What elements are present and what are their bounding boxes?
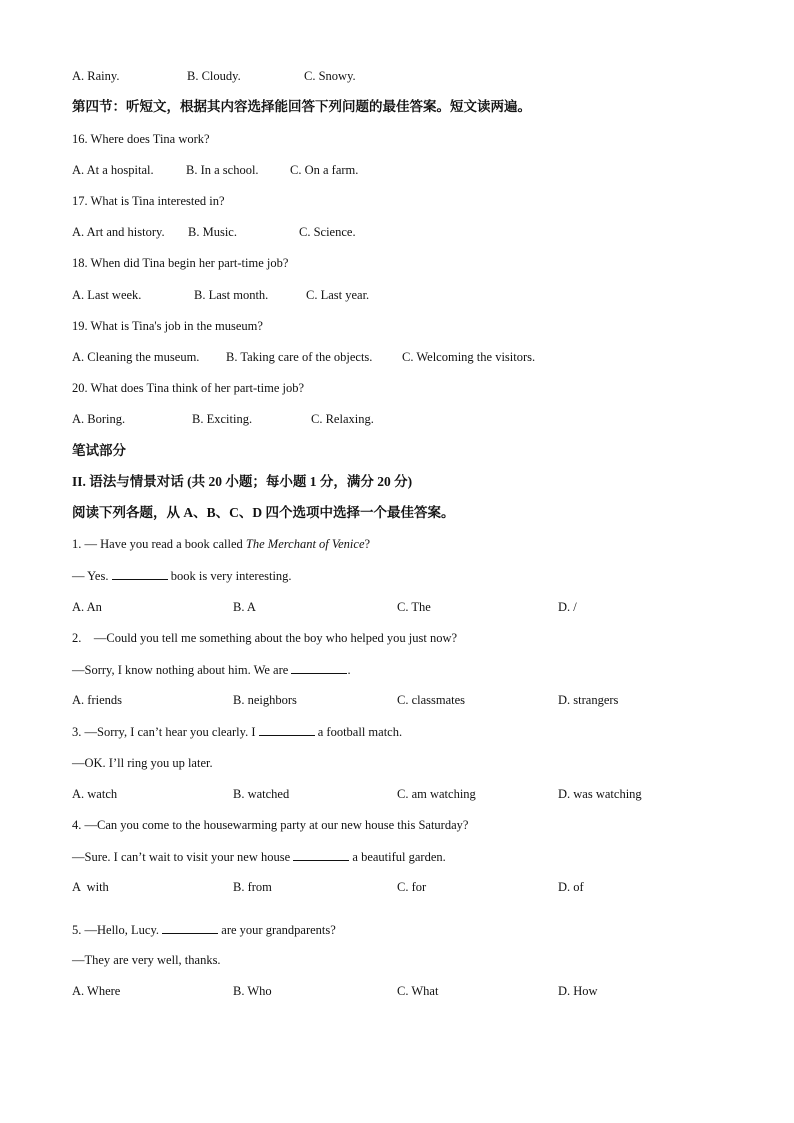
response-text: —Sorry, I know nothing about him. We are xyxy=(72,663,292,677)
option-b: B. Exciting. xyxy=(192,412,253,426)
response-text: a beautiful garden. xyxy=(349,850,446,864)
answer-blank xyxy=(291,661,347,674)
option-c: C. Welcoming the visitors. xyxy=(402,350,536,364)
stem-text: 5. —Hello, Lucy. xyxy=(72,923,163,937)
option-b: B. In a school. xyxy=(186,163,259,177)
response-text: — Yes. xyxy=(72,569,112,583)
option-b: B. watched xyxy=(233,787,290,801)
question-stem: 16. Where does Tina work? xyxy=(72,132,210,146)
option-a: A with xyxy=(72,880,109,894)
response-text: . xyxy=(347,663,351,677)
question-response: —OK. I’ll ring you up later. xyxy=(72,756,213,770)
option-b: B. Taking care of the objects. xyxy=(226,350,373,364)
option-a: A. Boring. xyxy=(72,412,126,426)
option-a: A. Art and history. xyxy=(72,225,165,239)
section-instruction: 阅读下列各题，从 A、B、C、D 四个选项中选择一个最佳答案。 xyxy=(72,505,455,520)
written-part-title: 笔试部分 xyxy=(72,443,126,458)
question-stem: 18. When did Tina begin her part-time job? xyxy=(72,256,289,270)
option-b: B. Last month. xyxy=(194,288,269,302)
option-d: D. / xyxy=(558,600,577,614)
option-c: C. What xyxy=(397,984,439,998)
question-stem: 2. —Could you tell me something about the boy who helped you just now? xyxy=(72,631,458,645)
option-a: A. An xyxy=(72,600,102,614)
book-title: The Merchant of Venice xyxy=(245,537,365,551)
option-b: B. neighbors xyxy=(233,693,297,707)
option-b: B. Music. xyxy=(188,225,237,239)
question-stem: 4. —Can you come to the housewarming party at our new house this Saturday? xyxy=(72,818,469,832)
stem-text: ? xyxy=(364,537,371,551)
option-d: D. of xyxy=(558,880,584,894)
answer-blank xyxy=(259,723,315,736)
question-stem: 19. What is Tina's job in the museum? xyxy=(72,319,263,333)
option-a: A. Cleaning the museum. xyxy=(72,350,200,364)
option-d: D. How xyxy=(558,984,598,998)
option-c: C. Science. xyxy=(299,225,356,239)
question-stem xyxy=(72,921,336,938)
option-b: B. from xyxy=(233,880,272,894)
option-c: C. On a farm. xyxy=(290,163,359,177)
option-c: C. classmates xyxy=(397,693,466,707)
option-d: D. was watching xyxy=(558,787,642,801)
question-stem xyxy=(72,536,370,552)
option-c: C. The xyxy=(397,600,431,614)
stem-text: 3. —Sorry, I can’t hear you clearly. I xyxy=(72,725,259,739)
option-a: A. friends xyxy=(72,693,122,707)
option-a: A. At a hospital. xyxy=(72,163,154,177)
answer-blank xyxy=(162,921,218,934)
option-c: C. Relaxing. xyxy=(311,412,374,426)
option-b: B. Who xyxy=(233,984,272,998)
question-response xyxy=(72,567,292,584)
question-stem: 20. What does Tina think of her part-time job? xyxy=(72,381,305,395)
option-c: C. for xyxy=(397,880,427,894)
option-d: D. strangers xyxy=(558,693,619,707)
answer-blank xyxy=(293,848,349,861)
section-title: II. 语法与情景对话 (共 20 小题；每小题 1 分，满分 20 分) xyxy=(72,474,413,489)
option-a: A. watch xyxy=(72,787,118,801)
question-response xyxy=(72,661,351,678)
question-stem xyxy=(72,723,402,740)
question-stem: 17. What is Tina interested in? xyxy=(72,194,225,208)
option-b: B. A xyxy=(233,600,256,614)
option-b: B. Cloudy. xyxy=(187,69,241,83)
option-a: A. Where xyxy=(72,984,121,998)
response-text: book is very interesting. xyxy=(167,569,292,583)
stem-text: a football match. xyxy=(314,725,403,739)
option-a: A. Last week. xyxy=(72,288,142,302)
question-response xyxy=(72,848,446,865)
stem-text: 1. — Have you read a book called xyxy=(72,537,246,551)
stem-text: are your grandparents? xyxy=(218,923,336,937)
answer-blank xyxy=(112,567,168,580)
option-c: C. am watching xyxy=(397,787,476,801)
option-c: C. Last year. xyxy=(306,288,370,302)
section4-heading: 第四节：听短文，根据其内容选择能回答下列问题的最佳答案。短文读两遍。 xyxy=(72,99,531,114)
option-c: C. Snowy. xyxy=(304,69,356,83)
option-a: A. Rainy. xyxy=(72,69,120,83)
question-response: —They are very well, thanks. xyxy=(72,953,221,967)
response-text: —Sure. I can’t wait to visit your new house xyxy=(72,850,294,864)
